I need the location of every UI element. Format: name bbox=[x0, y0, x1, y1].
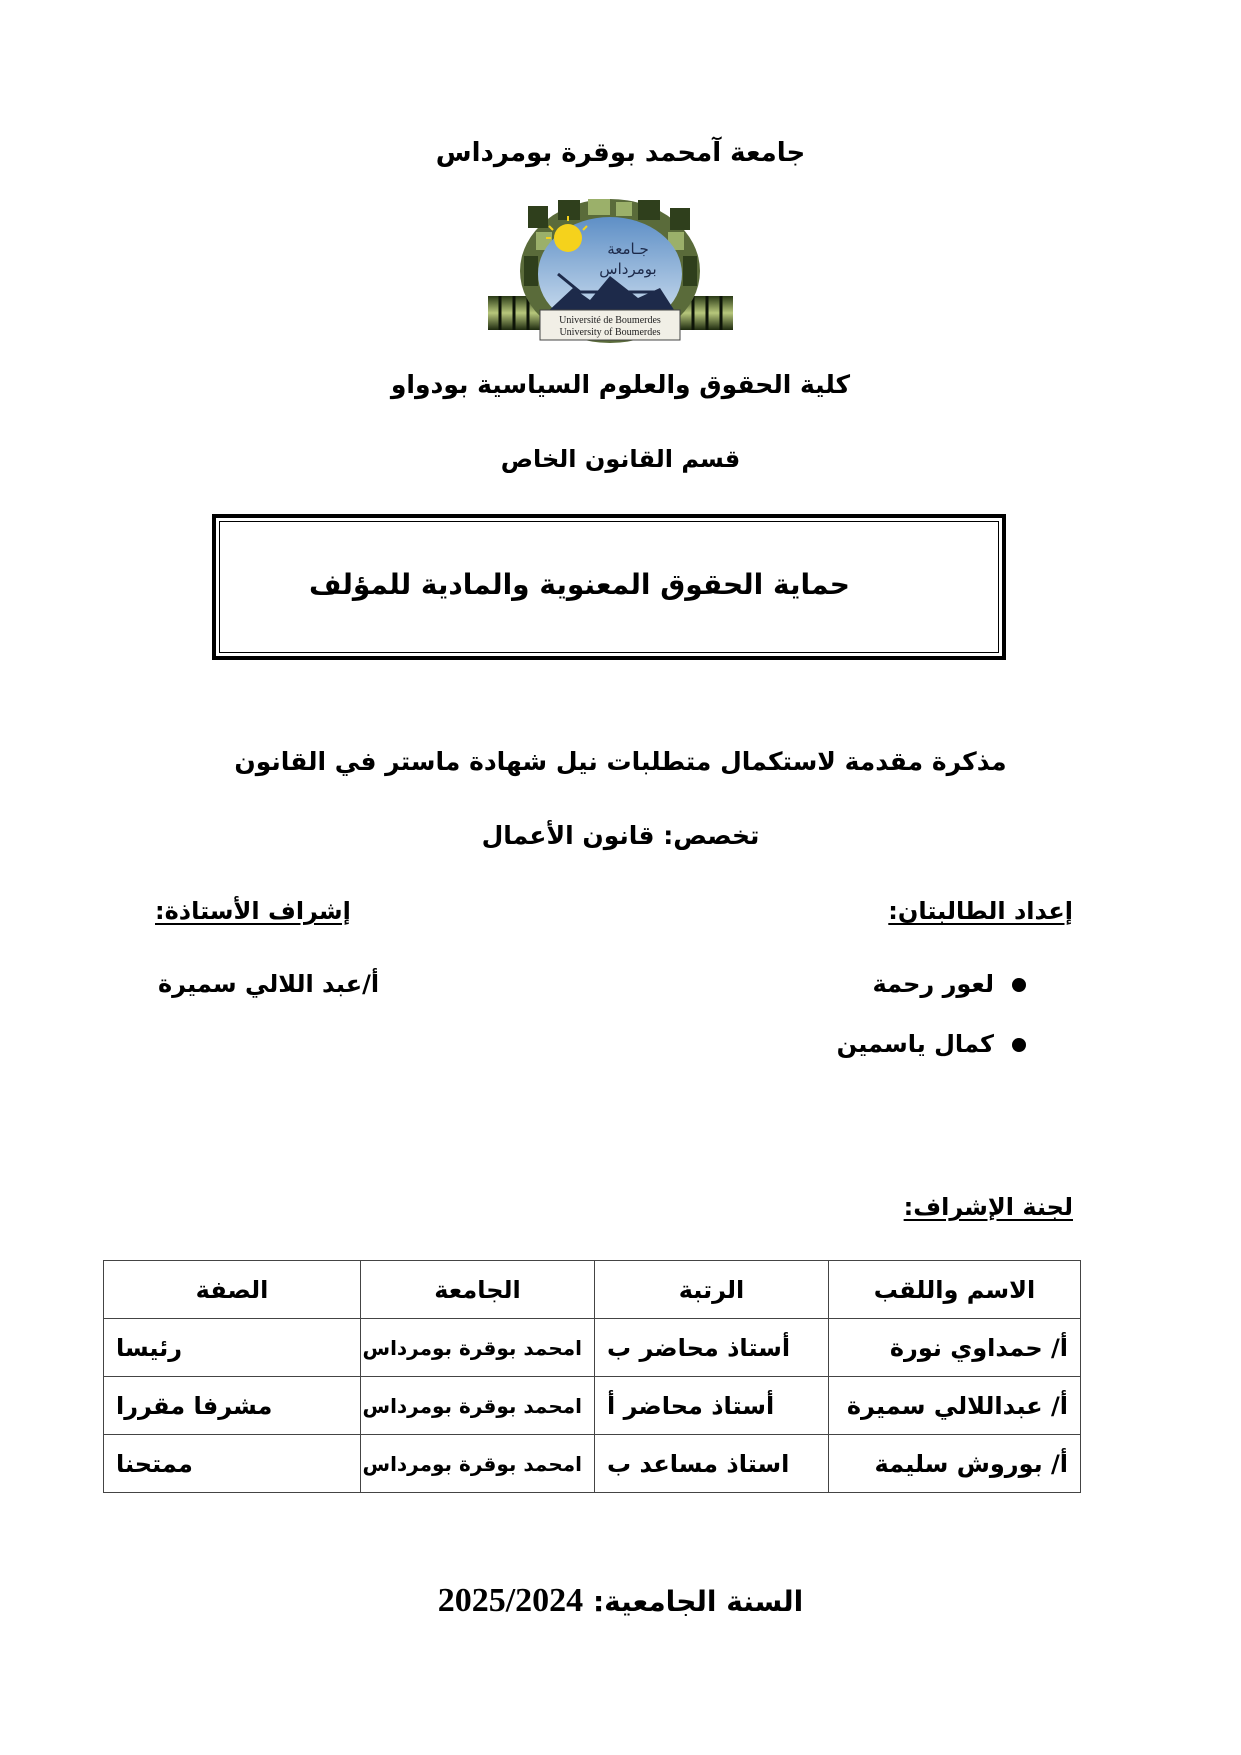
logo-arabic-line1: جـامعة bbox=[607, 240, 649, 258]
table-row bbox=[104, 1319, 1081, 1377]
table-cell: أ/ عبداللالي سميرة bbox=[829, 1377, 1081, 1435]
table-cell: أ/ بوروش سليمة bbox=[829, 1435, 1081, 1493]
academic-year-value: 2025/2024 bbox=[437, 1582, 584, 1619]
table-cell: رئيسا bbox=[104, 1319, 361, 1377]
table-cell: ممتحنا bbox=[104, 1435, 361, 1493]
column-header: الصفة bbox=[104, 1261, 361, 1319]
university-name: جامعة آمحمد بوقرة بومرداس bbox=[435, 138, 806, 168]
table-cell: أستاذ محاضر أ bbox=[595, 1377, 829, 1435]
committee-table bbox=[103, 1260, 1081, 1493]
academic-year bbox=[0, 1582, 1241, 1620]
table-cell: امحمد بوقرة بومرداس bbox=[361, 1377, 595, 1435]
faculty-name: كلية الحقوق والعلوم السياسية بودواو bbox=[390, 370, 851, 399]
supervisor-label: إشراف الأستاذة: bbox=[155, 897, 351, 925]
logo-english-text: University of Boumerdes bbox=[559, 327, 661, 338]
column-header: الرتبة bbox=[595, 1261, 829, 1319]
table-cell: استاذ مساعد ب bbox=[595, 1435, 829, 1493]
logo-arabic-line2: بومرداس bbox=[599, 260, 657, 278]
title-box bbox=[212, 514, 1006, 660]
column-header: الاسم واللقب bbox=[829, 1261, 1081, 1319]
table-cell: مشرفا مقررا bbox=[104, 1377, 361, 1435]
logo-french-text: Université de Boumerdes bbox=[559, 315, 661, 326]
university-logo bbox=[488, 196, 733, 346]
student-name: كمال ياسمين bbox=[836, 1030, 994, 1058]
table-row bbox=[104, 1377, 1081, 1435]
supervisor-name: أ/عبد اللالي سميرة bbox=[158, 970, 380, 998]
table-cell: أستاذ محاضر ب bbox=[595, 1319, 829, 1377]
memo-purpose: مذكرة مقدمة لاستكمال متطلبات نيل شهادة ماستر في القانون bbox=[234, 747, 1007, 776]
specialty: تخصص: قانون الأعمال bbox=[481, 821, 760, 850]
student-name: لعور رحمة bbox=[872, 970, 994, 998]
thesis-title: حماية الحقوق المعنوية والمادية للمؤلف bbox=[309, 568, 850, 601]
committee-label: لجنة الإشراف: bbox=[903, 1193, 1073, 1221]
students-label: إعداد الطالبتان: bbox=[888, 897, 1073, 925]
table-header-row bbox=[104, 1261, 1081, 1319]
table-cell: أ/ حمداوي نورة bbox=[829, 1319, 1081, 1377]
table-cell: امحمد بوقرة بومرداس bbox=[361, 1319, 595, 1377]
department-name: قسم القانون الخاص bbox=[500, 445, 741, 473]
table-cell: امحمد بوقرة بومرداس bbox=[361, 1435, 595, 1493]
academic-year-label: السنة الجامعية: bbox=[592, 1585, 804, 1618]
table-row bbox=[104, 1435, 1081, 1493]
column-header: الجامعة bbox=[361, 1261, 595, 1319]
